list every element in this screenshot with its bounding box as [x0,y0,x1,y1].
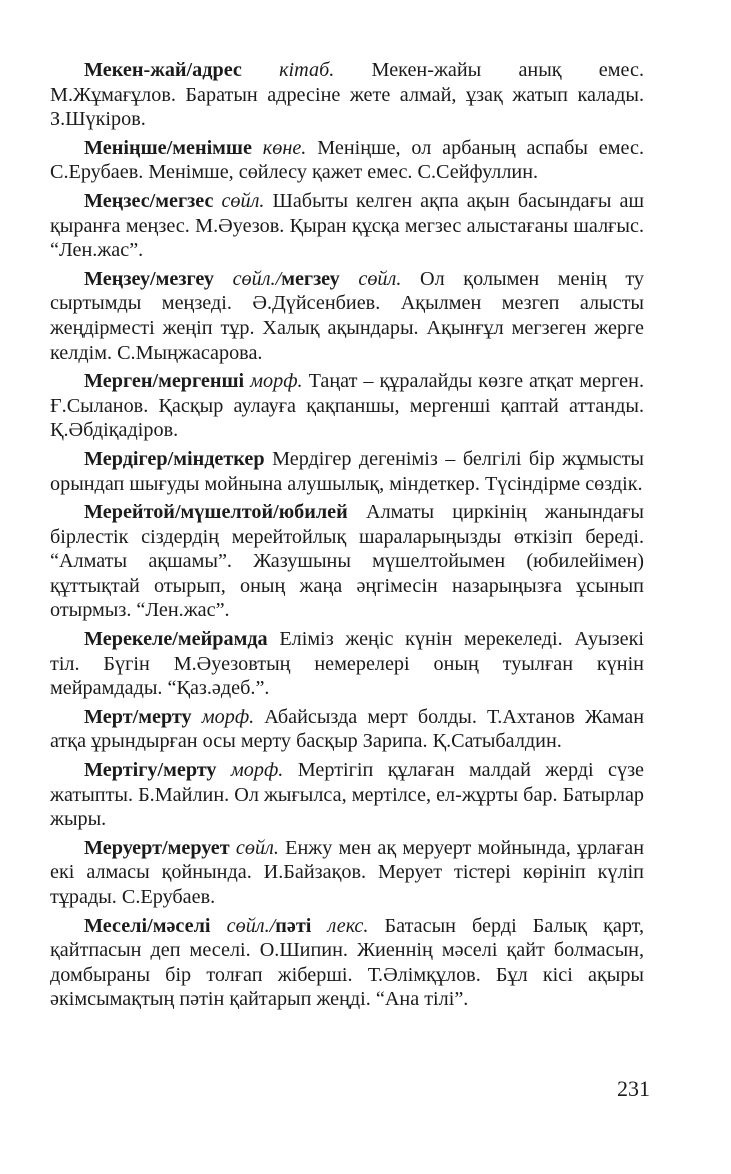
entry-text: Алматы циркiнiң жанындағы бiрлестiк сiздердiң мерейтойлық шараларыңызды өткiзiп бередi. “Алматы ақшамы”. Жазушыны мүшелтойымен (юбилейiмен) құттықтай отырып, оның жаңа әңгiмесiн назарыңызға ұсынып отырмыз. “Лен.жас”. [50,501,644,622]
dictionary-entry [50,369,644,443]
entry-headword: Мерт/мерту [84,705,192,728]
dictionary-entry [50,136,644,185]
entry-usage-label: сөйл. [221,189,265,212]
entry-text: Елiмiз жеңiс күнiн мерекеледi. Ауызекi тiл. Бүгiн М.Әуезовтың немерелерi оның туылған күнiн мейрамдады. “Қаз.әдеб.”. [50,628,644,700]
dictionary-entry [50,189,644,263]
entry-headword: Меселi/мәселi [84,914,211,937]
entry-headword: Мекен-жай/адрес [84,59,242,81]
dictionary-entry [50,914,644,1012]
dictionary-entry [50,500,644,623]
entry-usage-label: морф. [230,759,284,782]
dictionary-entry [50,627,644,701]
entry-headword-alt: мегзеу [281,267,340,290]
entry-text: Ол қолымен менің ту сыртымды меңзедi. Ә.Дүйсенбиев. Ақылмен мезгеп алысты жеңдiрместi жеңiп тұр. Халық ақындары. Ақынғұл мегзеген жерге келдiм. С.Мыңжасарова. [50,267,644,364]
dictionary-entry [50,267,644,365]
dictionary-entry [50,447,644,496]
entry-headword-alt: пәтi [275,914,312,937]
entry-headword: Мердiгер/мiндеткер [84,447,265,470]
entry-text: Мекен-жайы анық емес. М.Жұмағұлов. Баратын адресіне жете алмай, ұзақ жатып калады. З.Шүкіров. [50,59,645,131]
entry-headword: Меруерт/мерует [84,836,230,859]
entry-text: Менiңше, ол арбаның аспабы емес. С.Ерубаев. Менiмше, сөйлесу қажет емес. С.Сейфуллин. [50,136,645,184]
entry-headword: Меңзеу/мезгеу [84,267,214,290]
entry-text: Мердiгер дегенiмiз – белгiлi бiр жұмысты орындап шығуды мойнына алушылық, мiндеткер. Түсiндiрме сөздiк. [50,447,644,495]
entry-headword: Мертiгу/мерту [84,759,217,782]
entry-text: Абайсызда мерт болды. Т.Ахтанов Жаман атқа ұрындырған осы мерту басқыр Зарипа. Қ.Сатыбалдин. [50,705,644,753]
entry-headword: Меңзес/мегзес [84,189,214,212]
entry-text: Шабыты келген ақпа ақын басындағы аш қыранға меңзес. М.Әуезов. Қыран құсқа мегзес алыстағаны шалғыс. “Лен.жас”. [50,189,645,262]
entry-headword: Мерекеле/мейрамда [84,628,268,651]
dictionary-entry [50,758,644,832]
entry-text: Батасын бердi Балық қарт, қайтпасын деп меселi. О.Шипин. Жиеннiң мәселi қайт болмасын, домбыраны бiр толғап жiбершi. Т.Әлiмқұлов. Бұл кiсi ақыры әкiмсымақтың пәтiн қайтарып жеңдi. “Ана тiлi”. [50,914,645,1011]
entry-usage-label: көне. [262,136,307,159]
entry-usage-label: сөйл./ [232,267,282,290]
entry-usage-label: сөйл./ [226,914,276,937]
dictionary-entry [50,58,644,132]
entry-headword: Мерген/мергеншi [84,370,245,393]
entry-text: Енжу мен ақ меруерт мойнында, ұрлаған екi алмасы қойнында. И.Байзақов. Мерует тiстерi көрiнiп күлiп тұрады. С.Ерубаев. [50,836,644,908]
dictionary-entry [50,705,644,754]
entry-usage-label: морф. [250,370,303,393]
entry-headword: Мерейтой/мүшелтой/юбилей [84,501,348,524]
entry-usage-label-alt: сөйл. [358,267,402,290]
entry-usage-label: сөйл. [235,836,279,859]
entry-usage-label-alt: лекс. [327,914,369,937]
dictionary-entry [50,836,644,910]
entry-usage-label: морф. [201,705,255,728]
dictionary-page [50,58,644,1016]
entry-text: Таңат – құралайды көзге атқат мерген. Ғ.Сыланов. Қасқыр аулауға қақпаншы, мергеншi қаптай аттанды. Қ.Әбдiқадiров. [50,370,644,442]
entry-usage-label: кітаб. [279,59,335,81]
entry-text: Мертiгiп құлаған малдай жердi сүзе жатыпты. Б.Майлин. Ол жығылса, мертiлсе, ел-жұрты бар. Батырлар жыры. [50,759,645,831]
page-number: 231 [617,1076,650,1101]
entry-headword: Менiңше/менiмше [84,136,252,159]
